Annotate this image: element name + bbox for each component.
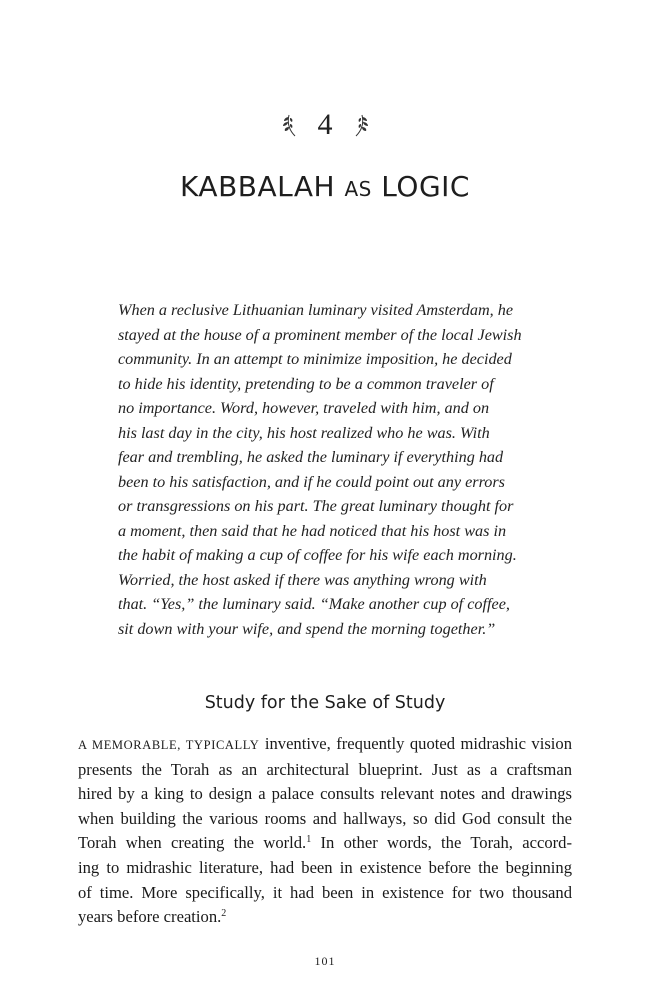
chapter-title-part3: LOGIC <box>381 170 470 203</box>
body-line: presents the Torah as an architectural blueprint. Just as a craftsman <box>78 759 572 779</box>
epigraph-line: that. “Yes,” the luminary said. “Make another cup of coffee, <box>118 595 510 613</box>
body-line-text: In other words, the Torah, accord- <box>311 833 572 853</box>
epigraph-line: no importance. Word, however, traveled with him, and on <box>118 399 490 417</box>
chapter-title-part1: KABBALAH <box>180 170 336 203</box>
body-line <box>78 732 572 758</box>
epigraph-line: Worried, the host asked if there was anything wrong with <box>118 570 487 589</box>
epigraph-line: to hide his identity, pretending to be a common traveler of <box>118 374 494 393</box>
body-line <box>78 905 572 930</box>
chapter-number-ornament <box>0 108 650 142</box>
footnote-marker[interactable]: 1 <box>306 834 312 846</box>
footnote-marker[interactable]: 2 <box>221 908 227 920</box>
epigraph-line: sit down with your wife, and spend the morning together.” <box>118 619 496 638</box>
body-paragraph <box>78 732 572 930</box>
epigraph-line: When a reclusive Lithuanian luminary visited Amsterdam, he <box>118 301 514 319</box>
chapter-title <box>0 170 650 203</box>
epigraph-line: a moment, then said that he had noticed that his host was in <box>118 521 507 540</box>
body-line: ing to midrashic literature, had been in existence before the beginning <box>78 857 572 877</box>
chapter-title-part2: AS <box>344 177 372 201</box>
epigraph <box>118 298 558 641</box>
body-line-text: Torah when creating the world. <box>78 833 307 853</box>
lead-in-smallcaps: A MEMORABLE, TYPICALLY <box>78 738 260 752</box>
section-heading: Study for the Sake of Study <box>204 693 446 713</box>
body-line <box>78 831 572 856</box>
body-line: hired by a king to design a palace consults relevant notes and drawings <box>78 784 572 804</box>
page-number: 101 <box>314 954 336 968</box>
epigraph-line: the habit of making a cup of coffee for his wife each morning. <box>118 546 517 564</box>
epigraph-line: fear and trembling, he asked the luminary if everything had <box>118 448 504 466</box>
epigraph-line: his last day in the city, his host realized who he was. With <box>118 423 490 442</box>
body-line: of time. More specifically, it had been in existence for two thousand <box>78 882 572 902</box>
laurel-right-icon <box>351 112 371 138</box>
epigraph-line: community. In an attempt to minimize imposition, he decided <box>118 350 512 368</box>
epigraph-line: stayed at the house of a prominent member of the local Jewish <box>118 325 522 344</box>
body-line-text: years before creation. <box>78 907 222 927</box>
epigraph-line: or transgressions on his part. The great luminary thought for <box>118 497 514 515</box>
chapter-number: 4 <box>317 108 333 141</box>
laurel-left-icon <box>280 112 300 138</box>
epigraph-line: been to his satisfaction, and if he could point out any errors <box>118 472 505 491</box>
body-line-text: inventive, frequently quoted midrashic vision <box>259 734 572 753</box>
body-line: when building the various rooms and hallways, so did God consult the <box>78 808 572 828</box>
